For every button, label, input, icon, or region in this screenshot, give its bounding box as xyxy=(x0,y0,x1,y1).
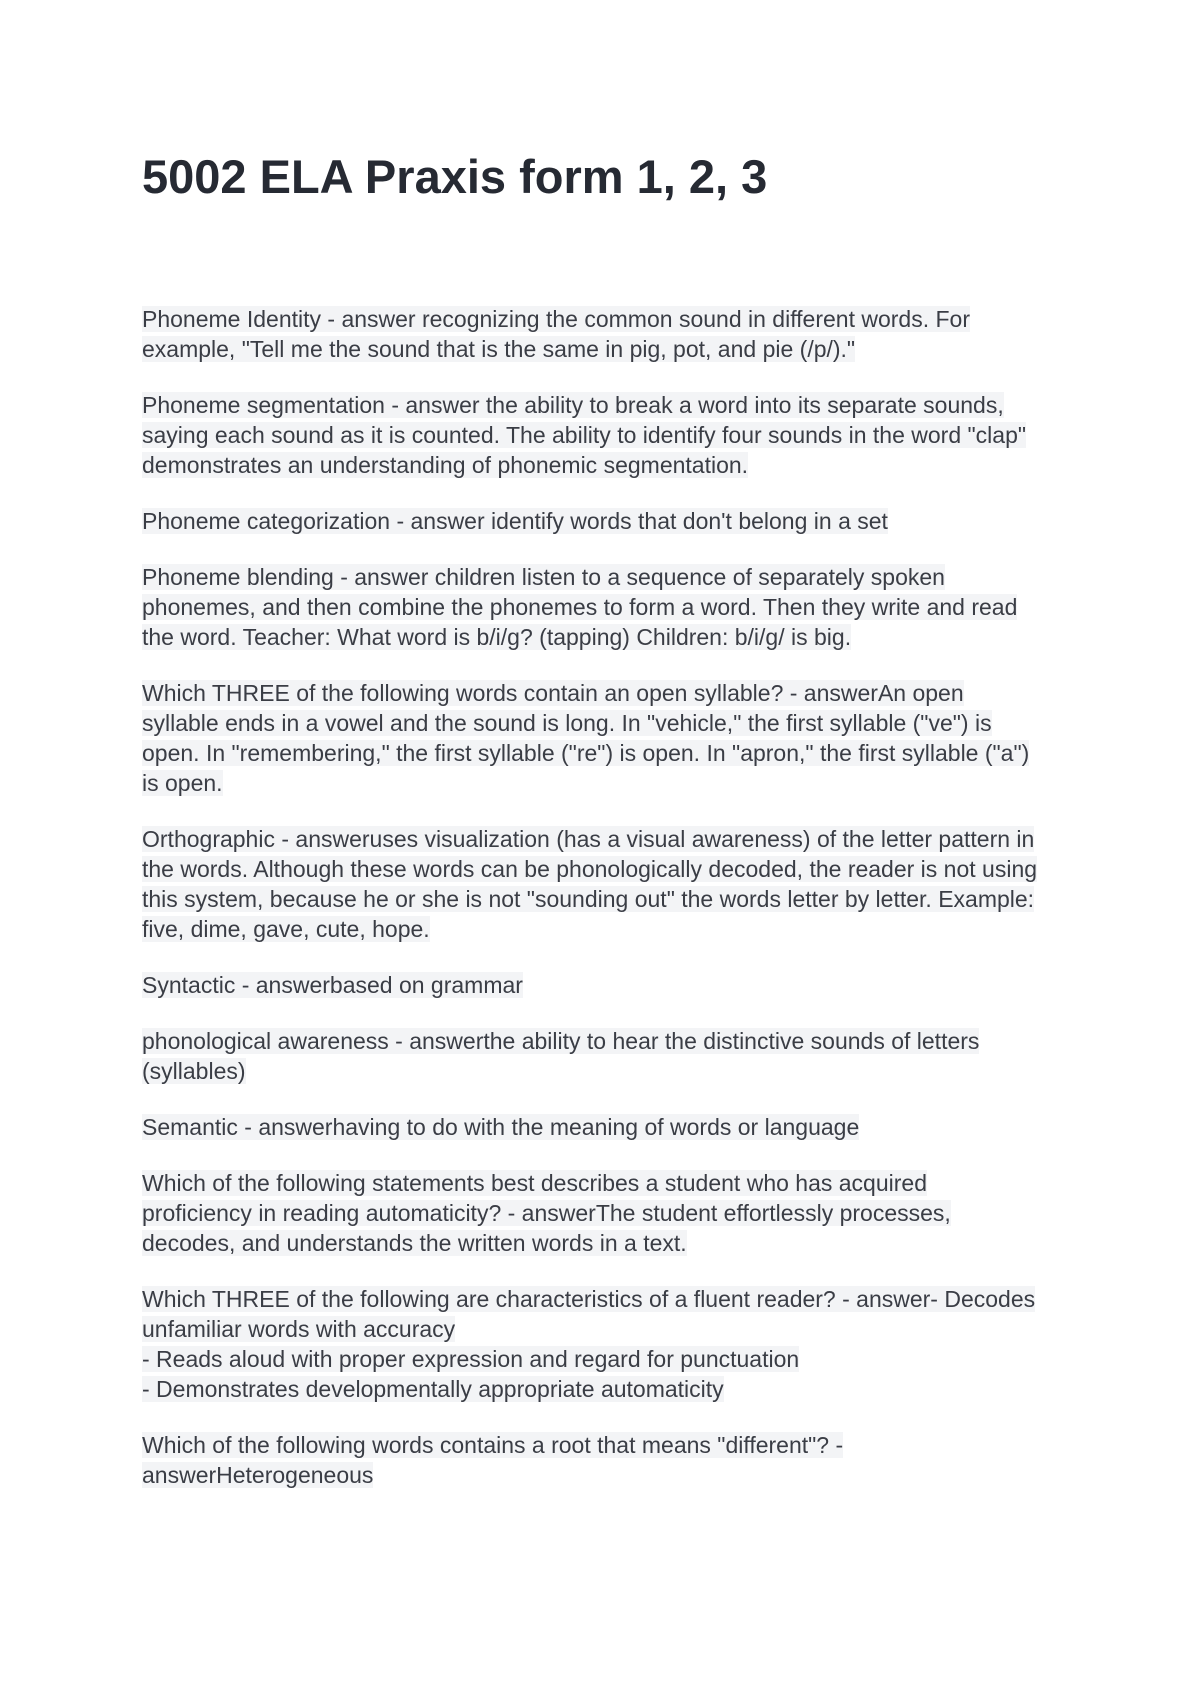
flashcard-line-text: decodes, and understands the written words in a text. xyxy=(142,1230,687,1256)
flashcard-line-text: the word. Teacher: What word is b/i/g? (tapping) Children: b/i/g/ is big. xyxy=(142,624,852,650)
flashcard-line xyxy=(142,1314,1072,1344)
flashcard-line xyxy=(142,1056,1072,1086)
flashcard-line xyxy=(142,1344,1072,1374)
flashcard-line-text: Which of the following statements best describes a student who has acquired xyxy=(142,1170,927,1196)
flashcard-line-text: open. In "remembering," the first syllable ("re") is open. In "apron," the first syllable ("a") xyxy=(142,740,1030,766)
flashcard-list xyxy=(142,304,1072,1516)
flashcard-line-text: (syllables) xyxy=(142,1058,246,1084)
flashcard-line xyxy=(142,622,1072,652)
flashcard-line xyxy=(142,1374,1072,1404)
flashcard-line-text: Which THREE of the following words contain an open syllable? - answerAn open xyxy=(142,680,964,706)
flashcard-line xyxy=(142,1284,1072,1314)
flashcard-line xyxy=(142,562,1072,592)
flashcard-item xyxy=(142,970,1072,1000)
flashcard-line-text: Phoneme categorization - answer identify words that don't belong in a set xyxy=(142,508,888,534)
flashcard-line-text: phonological awareness - answerthe ability to hear the distinctive sounds of letters xyxy=(142,1028,980,1054)
flashcard-line xyxy=(142,1112,1072,1142)
flashcard-line xyxy=(142,1198,1072,1228)
flashcard-line-text: syllable ends in a vowel and the sound is long. In "vehicle," the first syllable ("ve") is xyxy=(142,710,992,736)
flashcard-line xyxy=(142,1026,1072,1056)
flashcard-line-text: this system, because he or she is not "sounding out" the words letter by letter. Example: xyxy=(142,886,1035,912)
flashcard-line xyxy=(142,824,1072,854)
flashcard-line-text: Syntactic - answerbased on grammar xyxy=(142,972,523,998)
flashcard-line xyxy=(142,334,1072,364)
flashcard-line-text: unfamiliar words with accuracy xyxy=(142,1316,456,1342)
flashcard-line xyxy=(142,678,1072,708)
flashcard-line-text: the words. Although these words can be phonologically decoded, the reader is not using xyxy=(142,856,1038,882)
flashcard-line xyxy=(142,1460,1072,1490)
flashcard-line-text: five, dime, gave, cute, hope. xyxy=(142,916,430,942)
flashcard-line-text: demonstrates an understanding of phonemic segmentation. xyxy=(142,452,749,478)
flashcard-line xyxy=(142,506,1072,536)
flashcard-line xyxy=(142,970,1072,1000)
flashcard-line xyxy=(142,708,1072,738)
flashcard-line xyxy=(142,1168,1072,1198)
flashcard-line-text: Semantic - answerhaving to do with the meaning of words or language xyxy=(142,1114,860,1140)
flashcard-line-text: is open. xyxy=(142,770,223,796)
flashcard-line xyxy=(142,420,1072,450)
flashcard-line xyxy=(142,592,1072,622)
flashcard-item xyxy=(142,1284,1072,1404)
flashcard-line-text: Which THREE of the following are characteristics of a fluent reader? - answer- Decodes xyxy=(142,1286,1036,1312)
flashcard-item xyxy=(142,562,1072,652)
flashcard-item xyxy=(142,678,1072,798)
flashcard-line-text: - Reads aloud with proper expression and regard for punctuation xyxy=(142,1346,800,1372)
flashcard-line xyxy=(142,304,1072,334)
flashcard-line xyxy=(142,1430,1072,1460)
flashcard-line-text: Phoneme blending - answer children listen to a sequence of separately spoken xyxy=(142,564,945,590)
flashcard-line-text: answerHeterogeneous xyxy=(142,1462,374,1488)
document-title: 5002 ELA Praxis form 1, 2, 3 xyxy=(142,150,768,203)
flashcard-line-text: Which of the following words contains a root that means "different"? - xyxy=(142,1432,844,1458)
flashcard-item xyxy=(142,1168,1072,1258)
flashcard-item xyxy=(142,824,1072,944)
flashcard-line-text: proficiency in reading automaticity? - answerThe student effortlessly processes, xyxy=(142,1200,951,1226)
flashcard-line xyxy=(142,738,1072,768)
flashcard-item xyxy=(142,304,1072,364)
flashcard-line-text: - Demonstrates developmentally appropriate automaticity xyxy=(142,1376,724,1402)
flashcard-line-text: phonemes, and then combine the phonemes to form a word. Then they write and read xyxy=(142,594,1018,620)
flashcard-line xyxy=(142,884,1072,914)
flashcard-line-text: saying each sound as it is counted. The ability to identify four sounds in the word "clap" xyxy=(142,422,1027,448)
flashcard-item xyxy=(142,1430,1072,1490)
flashcard-line xyxy=(142,1228,1072,1258)
flashcard-line-text: example, "Tell me the sound that is the same in pig, pot, and pie (/p/)." xyxy=(142,336,856,362)
flashcard-line xyxy=(142,450,1072,480)
flashcard-line xyxy=(142,390,1072,420)
flashcard-item xyxy=(142,506,1072,536)
flashcard-item xyxy=(142,1026,1072,1086)
flashcard-line xyxy=(142,914,1072,944)
flashcard-line xyxy=(142,768,1072,798)
flashcard-item xyxy=(142,390,1072,480)
flashcard-item xyxy=(142,1112,1072,1142)
flashcard-line xyxy=(142,854,1072,884)
flashcard-line-text: Orthographic - answeruses visualization (has a visual awareness) of the letter pattern in xyxy=(142,826,1035,852)
flashcard-line-text: Phoneme segmentation - answer the ability to break a word into its separate sounds, xyxy=(142,392,1004,418)
flashcard-line-text: Phoneme Identity - answer recognizing the common sound in different words. For xyxy=(142,306,970,332)
